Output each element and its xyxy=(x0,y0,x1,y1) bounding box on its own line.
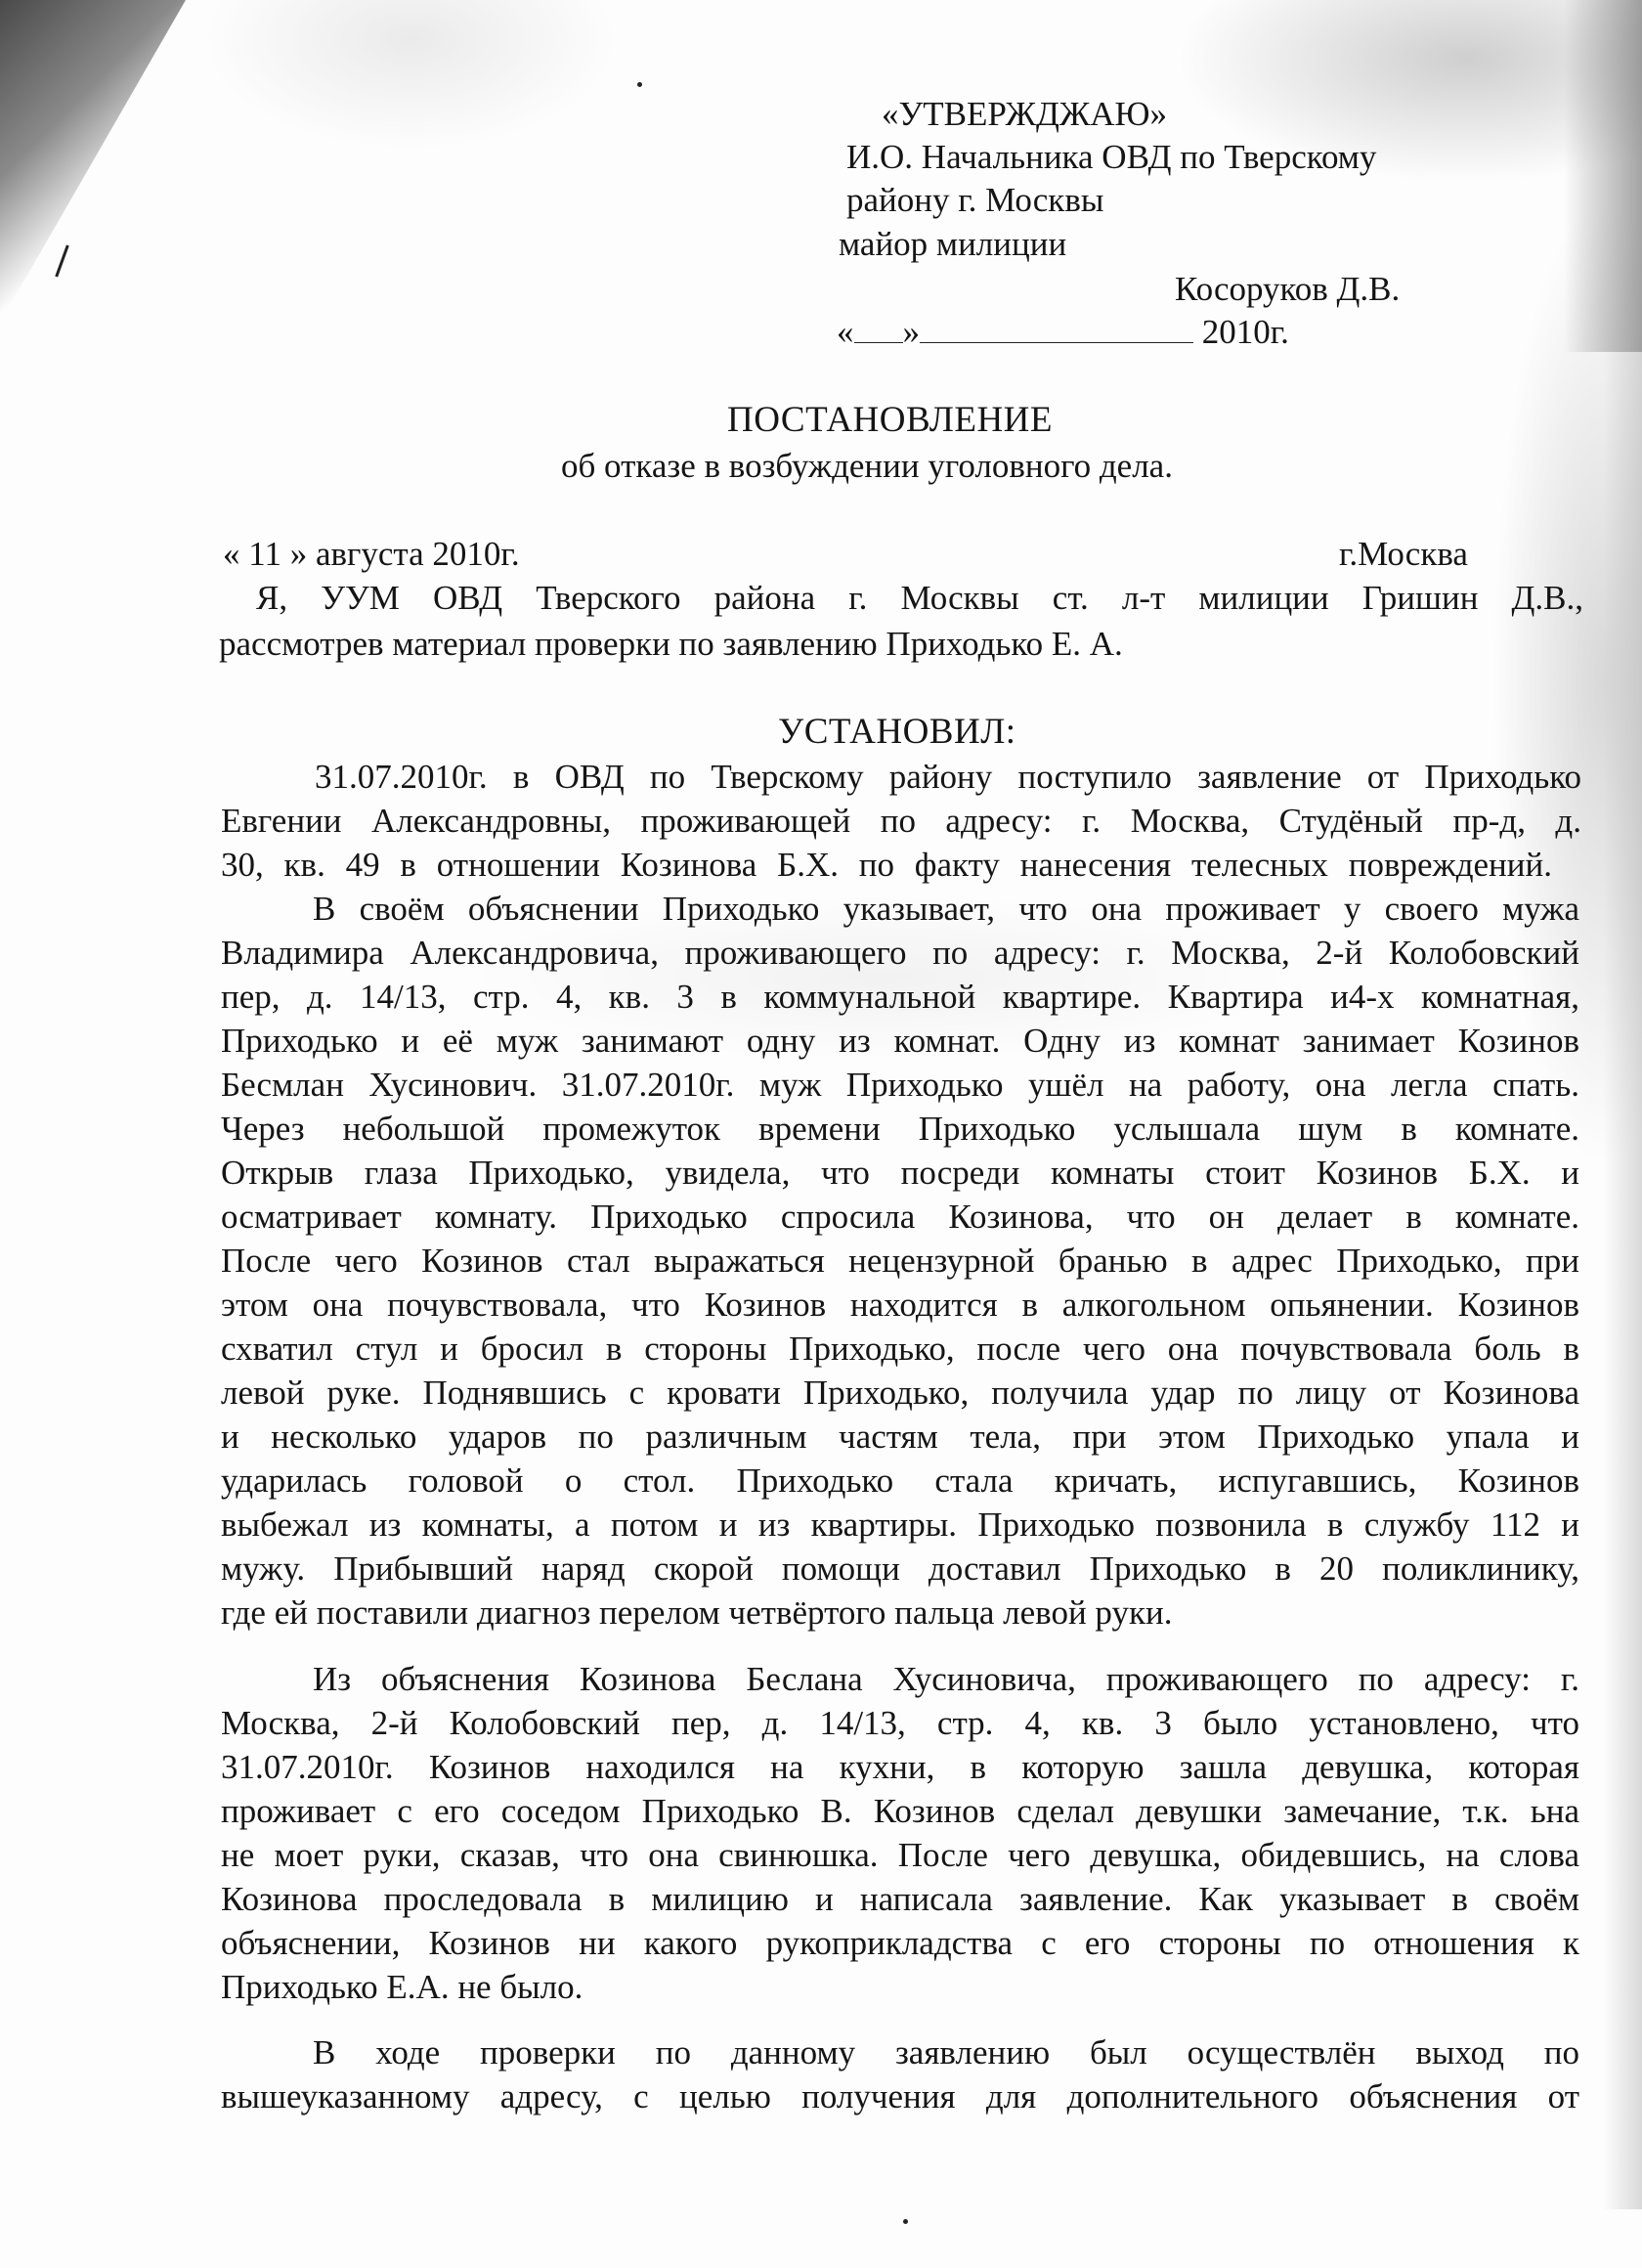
body-line: не моет руки, сказав, что она свинюшка. После чего девушка, обидевшись, на слова xyxy=(221,1836,1579,1874)
body-line: В ходе проверки по данному заявлению был осуществлён выход по xyxy=(313,2033,1579,2072)
approval-date-open: « xyxy=(837,313,854,351)
scan-shadow-right xyxy=(1603,352,1642,2209)
approval-date xyxy=(837,311,1289,354)
body-line: 30, кв. 49 в отношении Козинова Б.Х. по факту нанесения телесных повреждений. xyxy=(221,846,1552,884)
scan-shadow-top-right xyxy=(1564,0,1642,352)
body-line: и несколько ударов по различным частям тела, при этом Приходько упала и xyxy=(221,1418,1579,1456)
body-line: этом она почувствовала, что Козинов находится в алкогольном опьянении. Козинов xyxy=(221,1286,1579,1324)
body-line: объяснении, Козинов ни какого рукоприкладства с его стороны по отношения к xyxy=(221,1924,1579,1962)
body-line: Москва, 2-й Колобовский пер, д. 14/13, стр. 4, кв. 3 было установлено, что xyxy=(221,1704,1579,1742)
body-line: 31.07.2010г. в ОВД по Тверскому району поступило заявление от Приходько xyxy=(315,758,1581,796)
body-line: Через небольшой промежуток времени Приходько услышала шум в комнате. xyxy=(221,1110,1579,1148)
approval-date-year: 2010г. xyxy=(1201,313,1289,351)
body-line: схватил стул и бросил в стороны Приходько, после чего она почувствовала боль в xyxy=(221,1330,1579,1368)
document-subtitle: об отказе в возбуждении уголовного дела. xyxy=(561,447,1173,485)
body-line: Приходько и её муж занимают одну из комнат. Одну из комнат занимает Козинов xyxy=(221,1022,1579,1060)
approval-stamp: «УТВЕРЖДЖАЮ» xyxy=(882,95,1167,133)
body-line: мужу. Прибывший наряд скорой помощи доставил Приходько в 20 поликлинику, xyxy=(221,1549,1579,1588)
scan-speck xyxy=(637,82,642,87)
body-line: Владимира Александровича, проживающего по адресу: г. Москва, 2-й Колобовский xyxy=(221,934,1579,972)
body-line: 31.07.2010г. Козинов находился на кухни, в которую зашла девушка, которая xyxy=(221,1748,1579,1786)
scan-speck xyxy=(903,2219,908,2224)
body-line: Приходько Е.А. не было. xyxy=(221,1968,583,2006)
body-line: пер, д. 14/13, стр. 4, кв. 3 в коммунальной квартире. Квартира и4-х комнатная, xyxy=(221,978,1579,1016)
approval-rank: майор милиции xyxy=(839,225,1067,263)
document-title: ПОСТАНОВЛЕНИЕ xyxy=(727,400,1053,440)
body-line: Открыв глаза Приходько, увидела, что посреди комнаты стоит Козинов Б.Х. и xyxy=(221,1154,1579,1192)
body-line: осматривает комнату. Приходько спросила Козинова, что он делает в комнате. xyxy=(221,1198,1579,1236)
intro-line: Я, УУМ ОВД Тверского района г. Москвы ст. л-т милиции Гришин Д.В., xyxy=(256,579,1583,617)
body-line: Из объяснения Козинова Беслана Хусиновича, проживающего по адресу: г. xyxy=(313,1660,1579,1698)
body-line: проживает с его соседом Приходько В. Козинов сделал девушки замечание, т.к. ьна xyxy=(221,1792,1579,1830)
established-heading: УСТАНОВИЛ: xyxy=(778,712,1016,752)
body-line: где ей поставили диагноз перелом четвёртого пальца левой руки. xyxy=(221,1593,1173,1632)
body-line: Козинова проследовала в милицию и написала заявление. Как указывает в своём xyxy=(221,1880,1579,1918)
document-date: « 11 » августа 2010г. xyxy=(223,535,520,573)
body-line: ударилась головой о стол. Приходько стала кричать, испугавшись, Козинов xyxy=(221,1461,1579,1500)
body-line: Евгении Александровны, проживающей по адресу: г. Москва, Студёный пр-д, д. xyxy=(221,802,1581,840)
approval-date-mid: » xyxy=(902,313,920,351)
approval-position-line2: району г. Москвы xyxy=(846,181,1104,219)
intro-line: рассмотрев материал проверки по заявлению Приходько Е. А. xyxy=(219,625,1123,663)
scan-shadow-top-left xyxy=(0,0,186,323)
approval-position-line1: И.О. Начальника ОВД по Тверскому xyxy=(846,138,1377,176)
scan-speck xyxy=(55,245,68,278)
body-line: выбежал из комнаты, а потом и из квартиры. Приходько позвонила в службу 112 и xyxy=(221,1505,1579,1544)
body-line: В своём объяснении Приходько указывает, что она проживает у своего мужа xyxy=(313,890,1579,928)
body-line: левой руке. Поднявшись с кровати Приходько, получила удар по лицу от Козинова xyxy=(221,1374,1579,1412)
body-line: После чего Козинов стал выражаться нецензурной бранью в адрес Приходько, при xyxy=(221,1242,1579,1280)
approval-day-blank xyxy=(854,313,903,343)
body-line: Бесмлан Хусинович. 31.07.2010г. муж Приходько ушёл на работу, она легла спать. xyxy=(221,1066,1579,1104)
approval-month-blank xyxy=(920,313,1193,343)
document-place: г.Москва xyxy=(1339,535,1468,573)
approval-name: Косоруков Д.В. xyxy=(1175,270,1401,308)
body-line: вышеуказанному адресу, с целью получения для дополнительного объяснения от xyxy=(221,2077,1579,2115)
